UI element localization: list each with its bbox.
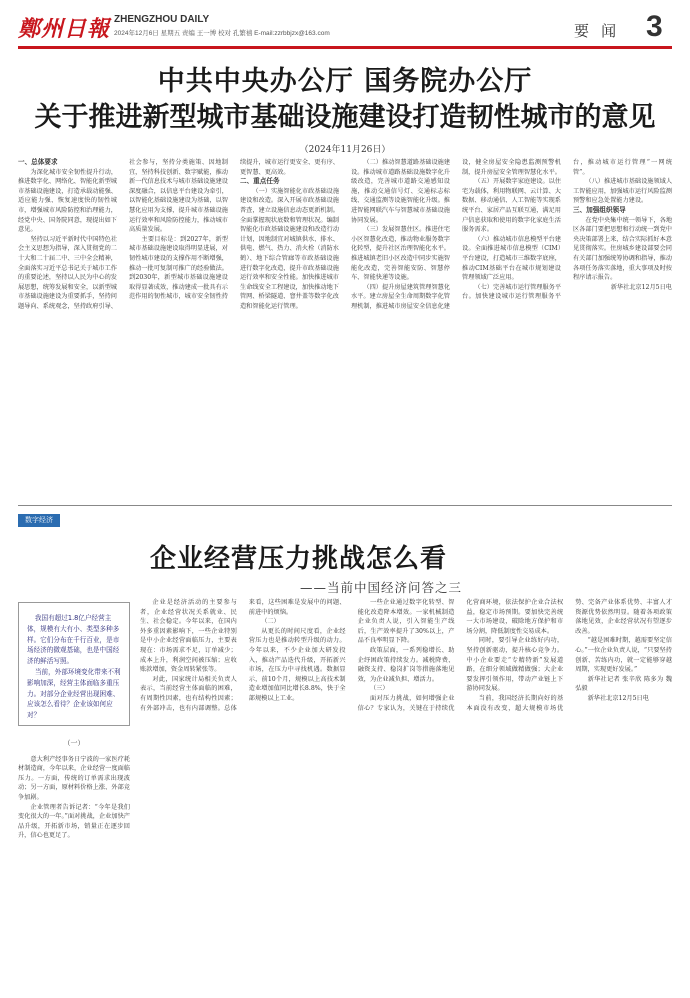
- summary-paragraph: 当前，外部环境变化带来不利影响加深，经营主体面临多重压力。对部分企业经营出现困难、应该怎么看待？企业该如何应对？: [27, 667, 121, 720]
- article1-headline: [18, 64, 672, 136]
- article1-subheading: 一、总体要求: [18, 158, 58, 166]
- masthead-rule: [18, 46, 672, 49]
- article1-paragraph: （六）推动城市信息模型平台建设。全面推进城市信息模型（CIM）平台建设，打造城市三维数字底座，推动CIM基础平台在城市规划建设管理领域广泛应用。: [462, 235, 562, 282]
- masthead: [18, 10, 672, 44]
- article1-title-line1: 中共中央办公厅 国务院办公厅: [157, 66, 533, 97]
- article2-summary-box: [18, 602, 130, 726]
- article2-paragraph: 面对压力挑战，如何增强企业信心？专家认为，关键在于持续优化营商环境，依法保护企业合法权益，稳定市场预期。要加快完善统一大市场建设，破除地方保护和市场分割，降低制度性交易成本。: [357, 599, 564, 712]
- article2-paragraph: 企业是经济活动的主要参与者，企业经营状况关系就业、民生、社会稳定。今年以来，在国内外多重因素影响下，一些企业特别是中小企业经营面临压力，主要表现在：市场需求不足，订单减少；成本上升，利润空间被压缩；应收账款增加，资金周转紧张等。: [140, 599, 237, 674]
- newspaper-english-name: ZHENGZHOU DAILY: [114, 14, 210, 25]
- article2-headline: 企业经营压力挑战怎么看: [150, 544, 448, 574]
- article1-paragraph: 在党中央集中统一领导下，各地区各部门要把思想和行动统一到党中央决策部署上来，结合实际抓好本意见贯彻落实。住房城乡建设部要会同有关部门加强统筹协调和指导，推动各项任务落实落地，重大事项及时按程序请示报告。: [573, 216, 672, 282]
- issue-meta: 2024年12月6日 星期五 责编 王一博 校对 孔繁禧 E-mail:zzrbbjzx@163.com: [114, 30, 330, 37]
- article2-paragraph: （二）: [261, 618, 280, 626]
- article1-paragraph: （五）开展数字家庭建设。以住宅为载体，利用物联网、云计算、大数据、移动通信、人工智能等实现系统平台、家居产品互联互通，满足用户信息获取和使用的数字化家庭生活服务需求。: [462, 178, 562, 234]
- article1-signature: 新华社北京12月5日电: [610, 283, 672, 291]
- article1-paragraph: （四）提升房屋建筑管理智慧化水平。建立房屋全生命周期数字化管理机制，推进城市房屋安全信息化建设，健全房屋安全隐患监测预警机制，提升房屋安全管理智慧化水平。: [351, 159, 561, 310]
- section-divider: [18, 505, 672, 506]
- article2-paragraph: 意大利产经事务日宁波的一家医疗耗材制造商，今年以来，企业经营一度面临压力。一方面，传统的订单需求出现波动；另一方面，原材料价格上涨、外部竞争加剧。: [18, 755, 130, 801]
- article2-paragraph: 对此，国家统计局相关负责人表示，当前经营主体面临的困难，有周期性因素，也有结构性因素；有外部冲击，也有内部调整。总体来看，这些困难是发展中的问题、前进中的烦恼。: [140, 599, 346, 712]
- article2-paragraph: 当前，我国经济长期向好的基本面没有改变，超大规模市场优势、完备产业体系优势、丰富人才资源优势依然明显。随着各项政策落地见效，企业经营状况有望逐步改善。: [466, 599, 672, 712]
- summary-paragraph: 我国有超过1.8亿户经营主体，规模有大有小、类型多种多样。它们分布在千行百业，是市场经济的微观基础，也是中国经济的鲜活写照。: [27, 614, 120, 666]
- article1-subheading: 二、重点任务: [240, 177, 280, 186]
- article2-left-column: [18, 735, 130, 990]
- article2-paragraph: 从更长的时间尺度看，企业经营压力也是推动转型升级的动力。今年以来，不少企业加大研发投入，推动产品迭代升级，开拓新兴市场，在压力中寻找机遇。数据显示，前10个月，规模以上高技术制造业增加值同比增长8.8%，快于全部规模以上工业。: [248, 627, 346, 702]
- column-tag: 数字经济: [18, 514, 60, 527]
- article2-paragraph: 新华社记者 张辛欣 陈多为 魏弘毅: [575, 675, 672, 693]
- article2-paragraph: （三）: [369, 685, 389, 693]
- article2-paragraph: 企业管理者告诉记者：“今年是我们变化很大的一年。”面对挑战，企业加快产品升级，开拓新市场，销量正在逐步回升，信心也更足了。: [18, 803, 130, 840]
- article2-paragraph: 一些企业通过数字化转型、智能化改造降本增效。一家机械制造企业负责人说，引入智能生产线后，生产效率提升了30%以上，产品不良率明显下降。: [357, 599, 455, 645]
- section-name: 要 闻: [574, 23, 621, 40]
- article2-paragraph: 政策层面，一系列稳增长、助企纾困政策持续发力。减税降费、融资支持、稳岗扩岗等措施落地见效，为企业减负担、增活力。: [357, 646, 455, 683]
- article2-paragraph: 新华社北京12月5日电: [587, 694, 649, 702]
- article1-paragraph: （二）推动智慧道路基础设施建设。推动城市道路基础设施数字化升级改造，完善城市道路交通感知设施，推动交通信号灯、交通标志标线、交通监测等设施智能化升级。推进智能网联汽车与智慧城市基础设施协同发展。: [351, 159, 451, 224]
- article1-paragraph: 为深化城市安全韧性提升行动，推进数字化、网络化、智能化新型城市基础设施建设，打造承载动能强、适应能力强、恢复速度快的韧性城市，增强城市风险防控和治理能力，经党中央、国务院同意，现提出如下意见。: [18, 168, 118, 234]
- page-number: 3: [646, 10, 663, 43]
- article1-paragraph: 主要目标是：到2027年，新型城市基础设施建设取得明显进展，对韧性城市建设的支撑作用不断增强，推动一批可复制可推广的经验做法。到2030年，新型城市基础设施建设取得显著成效，推动建成一批具有示范作用的韧性城市，城市安全韧性持续提升，城市运行更安全、更有序、更智慧、更高效。: [129, 159, 339, 301]
- newspaper-logo: 鄭州日報: [18, 16, 111, 42]
- article1-body: [18, 158, 672, 498]
- article1-paragraph: （三）发展智慧住区。推进住宅小区智慧化改造，推动物业服务数字化转型，提升社区治理智能化水平。推进城镇老旧小区改造中同步实施智能化改造，完善智能安防、智慧停车、智能快递等设施。: [351, 226, 451, 282]
- article2-section-marker: （一）: [63, 739, 85, 747]
- article1-paragraph: （一）实施智能化市政基础设施建设和改造。深入开展市政基础设施普查，建立设施信息动态更新机制。全面掌握现状底数和管理状况。编制智能化市政基础设施建设和改造行动计划，因地制宜对城镇供水、排水、供电、燃气、热力、消火栓（消防水鹤）、地下综合管廊等市政基础设施进行数字化改造，提升市政基础设施运行效率和安全性能。加快推进城市生命线安全工程建设，加快推动地下管网、桥梁隧道、窨井盖等数字化改造和智能化运行管理。: [240, 187, 340, 310]
- article2-paragraph: “越是困难时期，越需要坚定信心。”一位企业负责人说，“只要坚持创新、苦练内功，就一定能够穿越周期，实现更好发展。”: [575, 637, 672, 674]
- article1-title-line2: 关于推进新型城市基础设施建设打造韧性城市的意见: [34, 102, 656, 133]
- article2-subtitle: ——当前中国经济问答之三: [300, 580, 463, 595]
- article1-paragraph: （八）推进城市基础设施领域人工智能应用，加强城市运行风险监测预警和应急处置能力建设。: [573, 178, 672, 205]
- article1-date: （2024年11月26日）: [299, 145, 391, 155]
- article2-paragraph: 同时，要引导企业练好内功，坚持创新驱动，提升核心竞争力。中小企业要走“专精特新”发展道路，在细分领域做精做强；大企业要发挥引领作用，带动产业链上下游协同发展。: [466, 637, 564, 693]
- article1-paragraph: （七）完善城市运行管理服务平台。加快建设城市运行管理服务平台，推动城市运行管理“一网统管”。: [462, 159, 672, 301]
- article1-subheading: 三、加强组织领导: [573, 205, 626, 214]
- article1-paragraph: 坚持以习近平新时代中国特色社会主义思想为指导，深入贯彻党的二十大和二十届二中、三中全会精神，全面落实习近平总书记关于城市工作的重要论述，坚持以人民为中心的发展思想，统筹发展和安全，以新型城市基础设施建设为重要抓手，坚持问题导向、系统观念，坚持政府引导、社会参与，坚持分类施策、因地制宜，坚持科技创新、数字赋能，推动新一代信息技术与城市基础设施建设深度融合，以信息平台建设为牵引，以智能化基础设施建设为基础，以智慧化应用为支撑，提升城市基础设施运行效率和风险防控能力，推动城市高质量发展。: [18, 159, 228, 310]
- article2-body: [140, 598, 672, 990]
